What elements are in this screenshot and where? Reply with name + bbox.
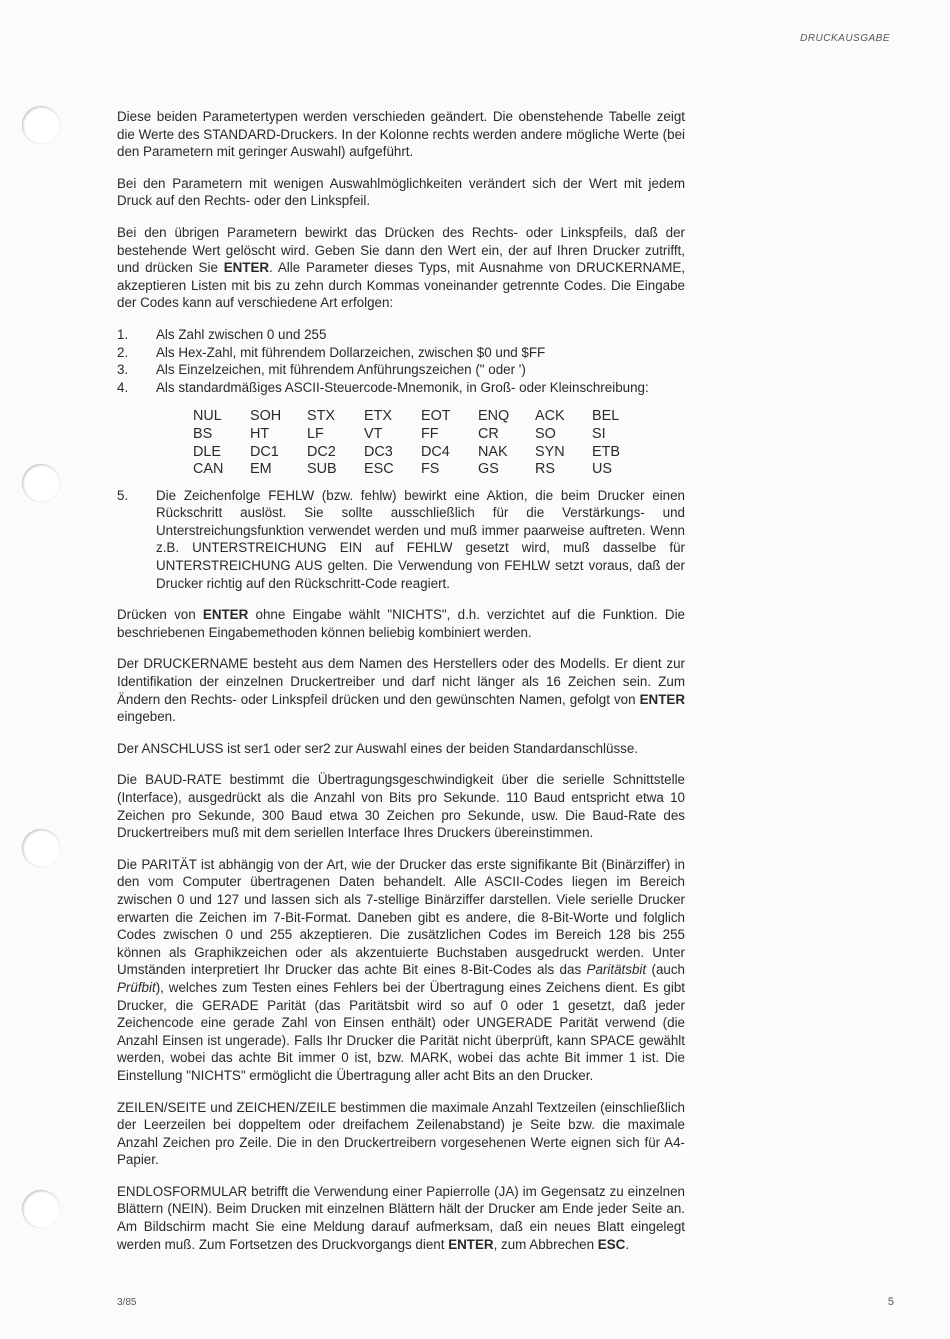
paragraph-uebrige-parameter: Bei den übrigen Parametern bewirkt das Drücken des Rechts- oder Linkspfeils, daß der bestehende Wert gelöscht wird. Geben Sie dann den Wert ein, der auf Ihren Drucker zutrifft, und drücken Sie ENTER. Alle Parameter dieses Typs, mit Ausnahme von DRUCKERNAME, akzeptieren Listen mit bis zu zehn durch Kommas voneinander getrennte Codes. Die Eingabe der Codes kann auf verschiedene Art erfolgen:	[117, 224, 686, 311]
punch-hole	[22, 1190, 60, 1228]
list-item: 4. Als standardmäßiges ASCII-Steuercode-Mnemonik, in Groß- oder Kleinschreibung:	[117, 379, 649, 395]
footer-date: 3/85	[117, 1297, 137, 1308]
key-enter: ENTER	[639, 691, 685, 707]
list-item-fehlw: 5. Die Zeichenfolge FEHLW (bzw. fehlw) bewirkt eine Aktion, die beim Drucker einen Rückschritt auslöst. Sie sollte ausschließlich für die Verstärkungs- und Unterstreichungsfunktion verwendet werden und muß immer paarweise auftreten. Wenn z.B. UNTERSTREICHUNG EIN auf FEHLW gesetzt wird, muß dasselbe für UNTERSTREICHUNG AUS gelten. Die Verwendung von FEHLW setzt voraus, daß der Drucker richtig auf den Rückschritt-Code reagiert.	[117, 487, 685, 591]
table-row: BS HT LF VT FF CR SO SI	[193, 425, 606, 442]
page-number: 5	[887, 1296, 894, 1308]
table-row: CAN EM SUB ESC FS GS RS US	[193, 461, 612, 478]
list-item: 1. Als Zahl zwischen 0 und 255	[117, 326, 327, 342]
key-enter: ENTER	[223, 260, 270, 276]
table-row: DLE DC1 DC2 DC3 DC4 NAK SYN ETB	[193, 443, 620, 460]
punch-hole	[22, 829, 60, 867]
paragraph-baud-rate: Die BAUD-RATE bestimmt die Übertragungsgeschwindigkeit über die serielle Schnittstelle (Interface), ausgedrückt als die Anzahl von Bits pro Sekunde. 110 Baud entspricht etwa 10 Zeichen pro Sekunde, 300 Baud etwa 30 Zeichen pro Sekunde, usw. Die Baud-Rate des Druckertreibers muß mit dem seriellen Interface Ihres Druckers übereinstimmen.	[117, 772, 685, 841]
paragraph-parametertypen: Diese beiden Parametertypen werden verschieden geändert. Die obenstehende Tabelle zeigt die Werte des STANDARD-Druckers. In der Kolonne rechts werden andere mögliche Werte (bei den Parametern mit geringer Auswahl) aufgeführt.	[117, 109, 685, 160]
paragraph-zeilen-seite: ZEILEN/SEITE und ZEICHEN/ZEILE bestimmen die maximale Anzahl Textzeilen (einschließlich der Leerzeilen bei doppeltem oder dreifachem Zeilenabstand) je Seite bzw. die maximale Anzahl Zeichen pro Zeile. Die in den Druckertreibern vorgesehenen Werte eignen sich für A4-Papier.	[117, 1099, 685, 1168]
list-item: 3. Als Einzelzeichen, mit führendem Anführungszeichen (" oder ')	[117, 362, 526, 378]
table-row: NUL SOH STX ETX EOT ENQ ACK BEL	[193, 408, 620, 425]
paragraph-paritaet: Die PARITÄT ist abhängig von der Art, wie der Drucker das erste signifikante Bit (Binärziffer) in den vom Computer übertragenen Daten behandelt. Alle ASCII-Codes liegen im Bereich zwischen 0 und 127 und lassen sich als 7-stellige Binärziffer darstellen. Viele serielle Drucker erwarten die Zeichen im 7-Bit-Format. Daneben gibt es andere, die 8-Bit-Worte und folglich Codes zwischen 0 und 255 akzeptieren. Die zusätzlichen Codes im Bereich 128 bis 255 können als Graphikzeichen oder als akzentuierte Buchstaben ausgedruckt werden. Unter Umständen interpretiert Ihr Drucker das achte Bit eines 8-Bit-Codes als das Paritätsbit (auch Prüfbit), welches zum Testen eines Fehlers bei der Übertragung eines Zeichens dient. Es gibt Drucker, die GERADE Parität (das Paritätsbit wird so auf 0 oder 1 gesetzt, daß jeder Zeichencode eine gerade Zahl von Einsen enthält) oder UNGERADE Parität verwend (die Anzahl Einsen ist ungerade). Falls Ihr Drucker die Parität nicht überprüft, kann SPACE gewählt werden, wobei das achte Bit immer 0 ist, bzw. MARK, wobei das achte Bit immer 1 ist. Die Einstellung "NICHTS" ermöglicht die Übertragung aller acht Bits an den Drucker.	[117, 856, 685, 1083]
punch-hole	[22, 106, 60, 144]
body-text	[117, 108, 685, 1267]
list-item: 2. Als Hex-Zahl, mit führendem Dollarzeichen, zwischen $0 und $FF	[117, 344, 546, 360]
punch-hole	[22, 464, 60, 502]
ascii-mnemonic-table	[193, 408, 649, 478]
key-enter: ENTER	[202, 607, 249, 623]
key-enter: ENTER	[448, 1236, 494, 1252]
paragraph-wenige-auswahl: Bei den Parametern mit wenigen Auswahlmöglichkeiten verändert sich der Wert mit jedem Druck auf den Rechts- oder den Linkspfeil.	[117, 175, 685, 209]
paragraph-endlosformular: ENDLOSFORMULAR betrifft die Verwendung einer Papierrolle (JA) im Gegensatz zu einzelnen Blättern (NEIN). Beim Drucken mit einzelnen Blättern hält der Drucker am Ende jeder Seite an. Am Bildschirm macht Sie eine Meldung darauf aufmerksam, daß ein neues Blatt eingelegt werden muß. Zum Fortsetzen des Druckvorgangs dient ENTER, zum Abbrechen ESC.	[117, 1183, 685, 1252]
input-methods-list	[117, 326, 685, 396]
key-esc: ESC	[597, 1236, 626, 1252]
paragraph-enter-ohne-eingabe: Drücken von ENTER ohne Eingabe wählt "NICHTS", d.h. verzichtet auf die Funktion. Die beschriebenen Eingabemethoden können beliebig kombiniert werden.	[117, 607, 685, 640]
paragraph-druckername: Der DRUCKERNAME besteht aus dem Namen des Herstellers oder des Modells. Er dient zur Identifikation der einzelnen Druckertreiber und darf nicht länger als 16 Zeichen sein. Zum Ändern den Rechts- oder Linkspfeil drücken und den gewünschten Namen, gefolgt von ENTER eingeben.	[117, 656, 685, 725]
running-header: DRUCKAUSGABE	[800, 33, 890, 44]
paragraph-anschluss: Der ANSCHLUSS ist ser1 oder ser2 zur Auswahl eines der beiden Standardanschlüsse.	[117, 740, 639, 756]
